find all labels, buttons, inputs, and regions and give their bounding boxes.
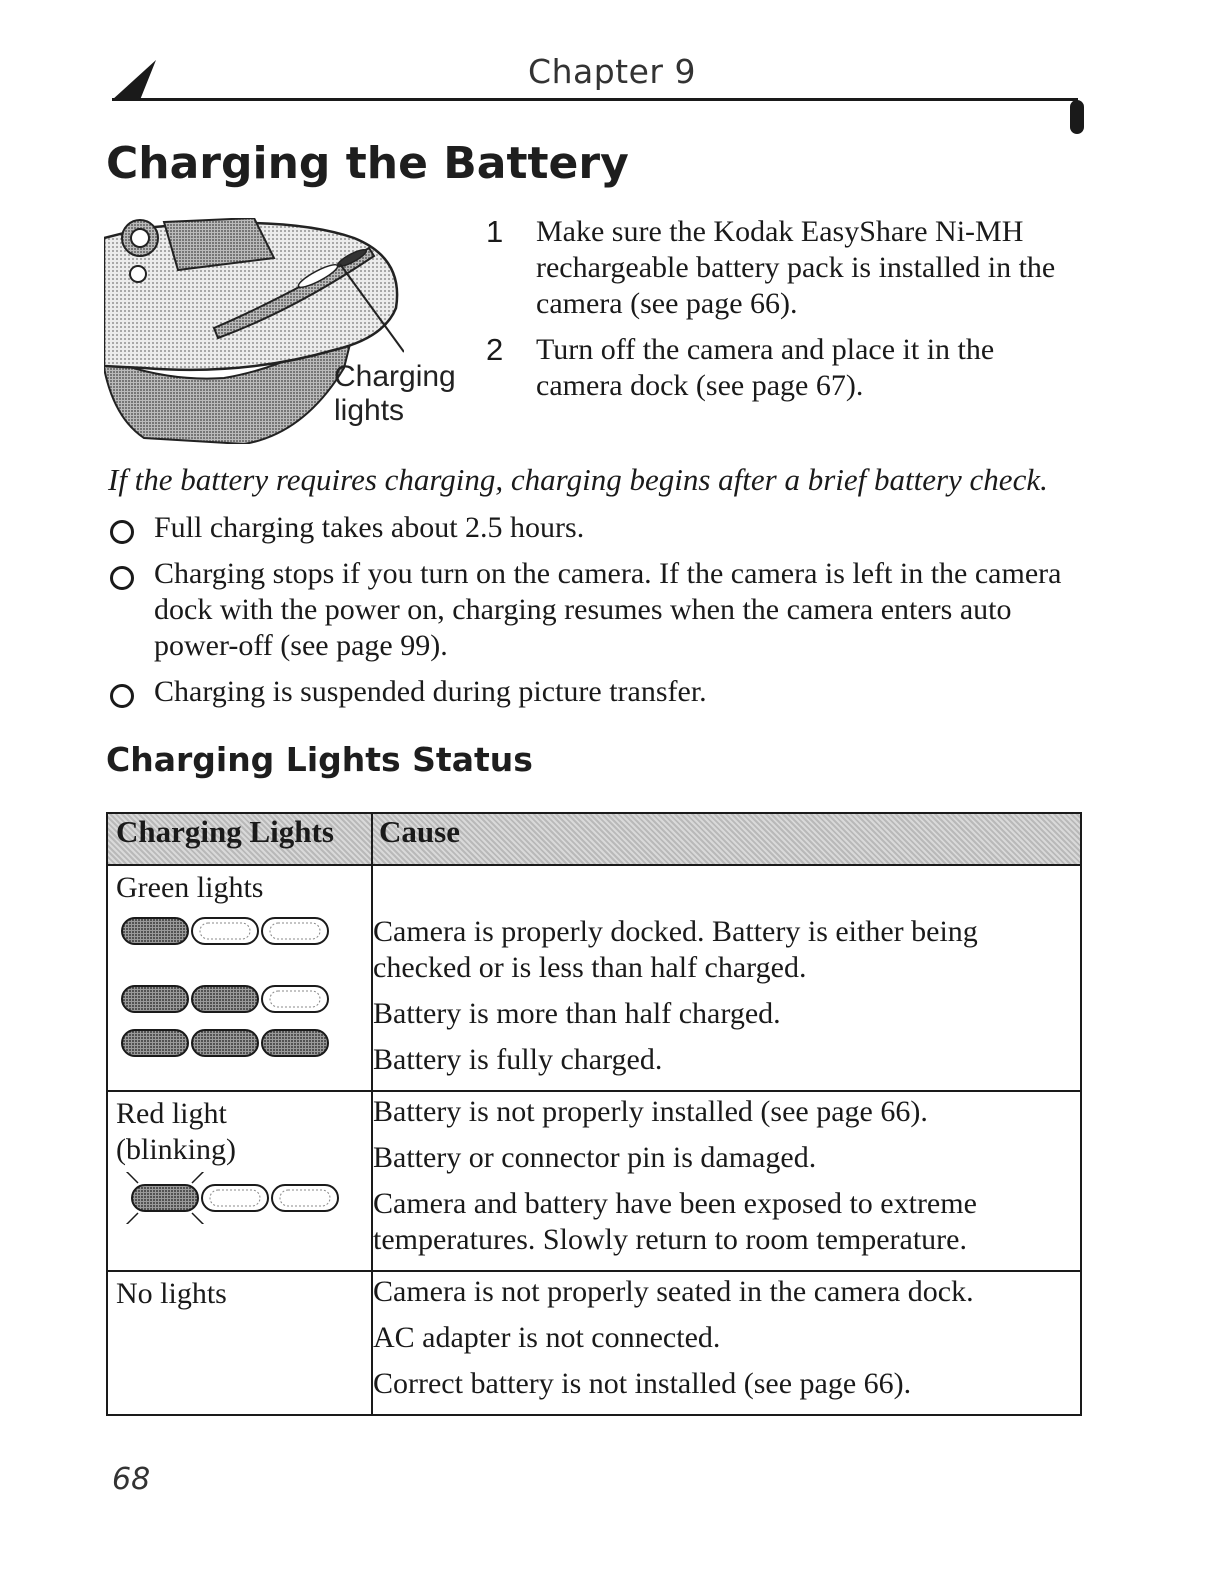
bullet-ring-icon	[110, 520, 134, 544]
light-on	[262, 1030, 328, 1056]
cause-text: Battery is more than half charged.	[373, 997, 781, 1030]
table-header-row	[107, 813, 1081, 865]
red-light-blinking-icon	[120, 1172, 340, 1224]
blink-ray	[126, 1172, 138, 1183]
row-label: Green lights	[116, 871, 264, 904]
cause-text: Correct battery is not installed (see page 66).	[373, 1367, 912, 1400]
light-off	[262, 986, 328, 1012]
row-label: Red light (blinking)	[116, 1097, 236, 1166]
page-number: 68	[112, 1462, 151, 1497]
intro-note: If the battery requires charging, charging begins after a brief battery check.	[108, 462, 1048, 497]
light-on	[122, 986, 188, 1012]
light-on	[122, 1030, 188, 1056]
column-header-cause: Cause	[372, 813, 1081, 865]
green-lights-half-icon	[120, 984, 334, 1014]
light-off	[202, 1185, 268, 1211]
light-on	[132, 1185, 198, 1211]
bullet-list	[108, 510, 1098, 720]
table-row	[107, 865, 1081, 1091]
green-lights-low-icon	[120, 916, 334, 946]
bullet-ring-icon	[110, 684, 134, 708]
light-on	[122, 918, 188, 944]
light-off	[262, 918, 328, 944]
list-item: Charging stops if you turn on the camera. If the camera is left in the camera dock with the power on, charging resumes when the camera enters auto power-off (see page 99).	[108, 556, 1098, 664]
bullet-ring-icon	[110, 566, 134, 590]
step-number: 2	[486, 332, 504, 367]
section-title: Charging Lights Status	[106, 740, 533, 779]
charging-lights-table	[106, 812, 1082, 1416]
light-on	[192, 1030, 258, 1056]
light-on	[192, 986, 258, 1012]
cause-text: Camera and battery have been exposed to extreme temperatures. Slowly return to room temperature.	[373, 1187, 977, 1256]
cause-text: Battery is fully charged.	[373, 1043, 663, 1076]
chapter-rule	[112, 98, 1078, 101]
cause-text: Battery or connector pin is damaged.	[373, 1141, 817, 1174]
figure-caption	[334, 360, 456, 428]
cause-text: Camera is not properly seated in the camera dock.	[373, 1275, 974, 1308]
blink-ray	[192, 1213, 204, 1224]
figure-caption-line1: Charging	[334, 360, 456, 393]
list-item: Full charging takes about 2.5 hours.	[108, 510, 1098, 546]
table-row	[107, 1091, 1081, 1271]
list-item: Charging is suspended during picture transfer.	[108, 674, 1098, 710]
step-number: 1	[486, 214, 504, 249]
row-label: No lights	[116, 1277, 227, 1310]
light-off	[192, 918, 258, 944]
cause-text: AC adapter is not connected.	[373, 1321, 721, 1354]
blink-ray	[126, 1213, 138, 1224]
cause-text: Camera is properly docked. Battery is either being checked or is less than half charged.	[373, 915, 978, 984]
step-text: Turn off the camera and place it in the camera dock (see page 67).	[536, 333, 995, 402]
chapter-rule-end-mark	[1070, 100, 1084, 134]
green-lights-full-icon	[120, 1028, 334, 1058]
step-text: Make sure the Kodak EasyShare Ni-MH rechargeable battery pack is installed in the camera (see page 66).	[536, 215, 1056, 320]
table-row	[107, 1271, 1081, 1415]
column-header-lights: Charging Lights	[107, 813, 372, 865]
chapter-label: Chapter 9	[528, 52, 696, 91]
light-off	[272, 1185, 338, 1211]
cause-text: Battery is not properly installed (see page 66).	[373, 1095, 928, 1128]
page-title: Charging the Battery	[106, 138, 629, 189]
blink-ray	[192, 1172, 204, 1183]
figure-caption-line2: lights	[334, 394, 405, 427]
